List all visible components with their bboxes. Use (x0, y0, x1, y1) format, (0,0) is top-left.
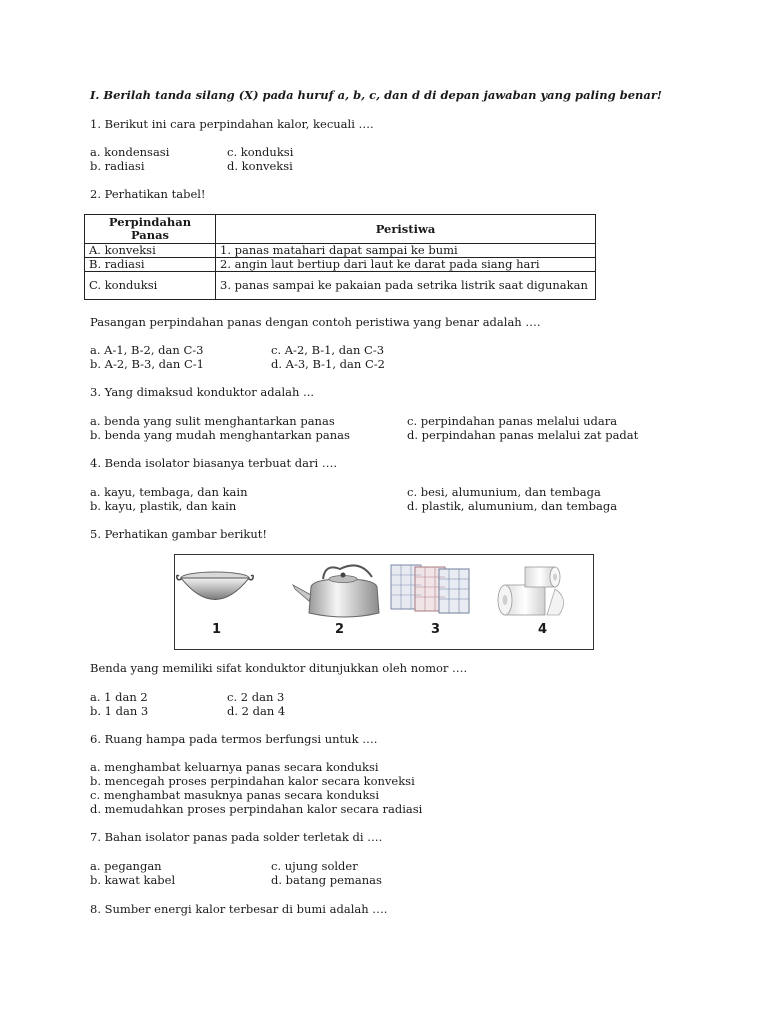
q7-option-a[interactable]: a. pegangan (90, 859, 162, 873)
table-header-event: Peristiwa (216, 215, 596, 244)
table-cell: 1. panas matahari dapat sampai ke bumi (216, 244, 596, 258)
heat-transfer-table (84, 214, 596, 300)
image-label-2: 2 (335, 622, 345, 637)
question-5-prompt: Benda yang memiliki sifat konduktor ditunjukkan oleh nomor …. (90, 661, 468, 675)
q1-option-a[interactable]: a. kondensasi (90, 145, 170, 159)
image-label-1: 1 (212, 622, 222, 637)
materials-image-strip (174, 554, 594, 650)
question-7: 7. Bahan isolator panas pada solder terletak di …. (90, 830, 383, 844)
q2-option-b[interactable]: b. A-2, B-3, dan C-1 (90, 357, 204, 371)
cloth-icon (391, 565, 469, 613)
q3-option-b[interactable]: b. benda yang mudah menghantarkan panas (90, 428, 350, 442)
q1-option-d[interactable]: d. konveksi (227, 159, 293, 173)
q7-option-d[interactable]: d. batang pemanas (271, 873, 382, 887)
q5-option-c[interactable]: c. 2 dan 3 (227, 690, 285, 704)
question-4: 4. Benda isolator biasanya terbuat dari …. (90, 456, 337, 470)
question-8: 8. Sumber energi kalor terbesar di bumi adalah …. (90, 902, 388, 916)
table-cell: C. konduksi (85, 272, 216, 300)
q1-option-c[interactable]: c. konduksi (227, 145, 294, 159)
q3-option-a[interactable]: a. benda yang sulit menghantarkan panas (90, 414, 335, 428)
wok-icon (177, 572, 254, 600)
question-3: 3. Yang dimaksud konduktor adalah ... (90, 385, 315, 399)
table-cell: A. konveksi (85, 244, 216, 258)
q7-option-c[interactable]: c. ujung solder (271, 859, 358, 873)
question-6: 6. Ruang hampa pada termos berfungsi untuk …. (90, 732, 378, 746)
image-label-4: 4 (538, 622, 548, 637)
table-header-transfer: Perpindahan Panas (85, 215, 216, 244)
q7-option-b[interactable]: b. kawat kabel (90, 873, 176, 887)
table-row (85, 272, 596, 300)
image-label-3: 3 (431, 622, 441, 637)
table-row (85, 258, 596, 272)
q6-option-b[interactable]: b. mencegah proses perpindahan kalor secara konveksi (90, 774, 415, 788)
table-row (85, 244, 596, 258)
question-2: 2. Perhatikan tabel! (90, 187, 206, 201)
q3-option-d[interactable]: d. perpindahan panas melalui zat padat (407, 428, 639, 442)
table-cell: B. radiasi (85, 258, 216, 272)
question-5: 5. Perhatikan gambar berikut! (90, 527, 268, 541)
q5-option-a[interactable]: a. 1 dan 2 (90, 690, 148, 704)
q6-option-a[interactable]: a. menghambat keluarnya panas secara konduksi (90, 760, 379, 774)
q2-option-a[interactable]: a. A-1, B-2, dan C-3 (90, 343, 204, 357)
q5-option-d[interactable]: d. 2 dan 4 (227, 704, 286, 718)
instruction-heading: I. Berilah tanda silang (X) pada huruf a, b, c, dan d di depan jawaban yang paling benar! (90, 88, 662, 102)
q4-option-b[interactable]: b. kayu, plastik, dan kain (90, 499, 237, 513)
q4-option-d[interactable]: d. plastik, alumunium, dan tembaga (407, 499, 618, 513)
kettle-icon (293, 565, 379, 617)
q2-option-d[interactable]: d. A-3, B-1, dan C-2 (271, 357, 385, 371)
q6-option-d[interactable]: d. memudahkan proses perpindahan kalor secara radiasi (90, 802, 423, 816)
q3-option-c[interactable]: c. perpindahan panas melalui udara (407, 414, 618, 428)
question-1: 1. Berikut ini cara perpindahan kalor, kecuali …. (90, 117, 374, 131)
q4-option-c[interactable]: c. besi, alumunium, dan tembaga (407, 485, 601, 499)
materials-illustration (175, 555, 593, 649)
q4-option-a[interactable]: a. kayu, tembaga, dan kain (90, 485, 248, 499)
table-cell: 3. panas sampai ke pakaian pada setrika listrik saat digunakan (216, 272, 596, 300)
q6-option-c[interactable]: c. menghambat masuknya panas secara konduksi (90, 788, 380, 802)
tissue-roll-icon (498, 567, 564, 615)
q5-option-b[interactable]: b. 1 dan 3 (90, 704, 149, 718)
table-cell: 2. angin laut bertiup dari laut ke darat pada siang hari (216, 258, 596, 272)
q1-option-b[interactable]: b. radiasi (90, 159, 145, 173)
q2-option-c[interactable]: c. A-2, B-1, dan C-3 (271, 343, 385, 357)
question-2-prompt: Pasangan perpindahan panas dengan contoh peristiwa yang benar adalah …. (90, 315, 541, 329)
